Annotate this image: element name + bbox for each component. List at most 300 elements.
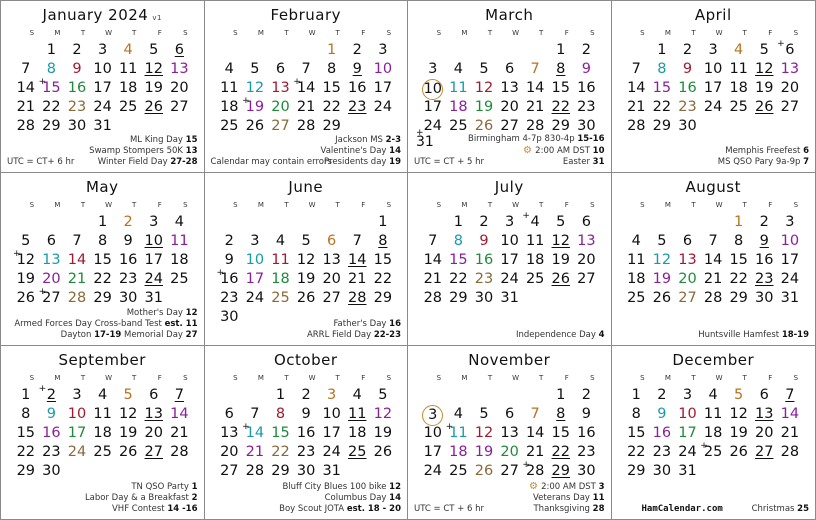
event-line: Huntsville Hamfest 18-19 [698, 330, 809, 340]
day-cell: 22 [16, 444, 36, 460]
brand-logo-text: HamCalendar.com [641, 504, 723, 514]
day-cell: 15 [373, 252, 393, 268]
day-cell: 17 [245, 271, 265, 287]
day-cell: 28 [348, 290, 367, 306]
day-cell: 28 [16, 118, 36, 134]
month-name: November [468, 351, 551, 369]
day-cell: + 14 [242, 424, 268, 443]
empty-cell [471, 41, 497, 60]
month-name: February [270, 6, 341, 24]
day-cell: 29 [373, 290, 393, 306]
day-cell: 24 [245, 290, 265, 306]
month-title [612, 178, 816, 196]
month-name: March [485, 6, 534, 24]
day-cell: 11 [449, 80, 468, 96]
day-cell: 24 [500, 271, 519, 287]
day-cell: 18 [348, 425, 367, 441]
month-name: May [85, 178, 119, 196]
version-label: v1 [152, 14, 162, 22]
day-cell: 17 [423, 444, 443, 460]
day-cell: 17 [423, 99, 443, 115]
weekday-label: F [768, 201, 773, 209]
day-cell: 4 [275, 233, 286, 249]
empty-cell [13, 41, 39, 60]
day-cell: 19 [16, 271, 36, 287]
day-cell: 18 [449, 99, 468, 115]
weekday-label: T [335, 374, 340, 382]
day-cell: 26 [551, 271, 570, 287]
day-cell: 17 [322, 425, 341, 441]
day-cell: 29 [652, 118, 672, 134]
weekday-label: S [183, 201, 188, 209]
weekday-label: F [361, 29, 366, 37]
month-october [205, 346, 409, 519]
weekday-label: S [29, 374, 35, 382]
day-cell: 31 [144, 290, 163, 306]
day-cell: 2 [657, 387, 667, 403]
day-cell: 20 [271, 99, 290, 115]
day-cell: 24 [703, 99, 723, 115]
day-cell: 18 [627, 271, 646, 287]
weekday-label: S [29, 29, 35, 37]
day-cell: 8 [734, 233, 744, 249]
events-list [468, 134, 605, 168]
day-cell: 12 [551, 233, 570, 249]
day-cell: 13 [220, 425, 239, 441]
event-line: Jackson MS 2-3 [335, 135, 401, 145]
day-cell: 15 [16, 425, 36, 441]
day-cell: 4 [97, 387, 108, 403]
weekday-header [426, 29, 611, 37]
day-cell: 22 [627, 444, 646, 460]
weekday-header [19, 374, 204, 382]
weekday-label: S [590, 374, 595, 382]
weekday-label: T [539, 29, 544, 37]
day-cell: 26 [755, 99, 774, 115]
day-cell: 7 [250, 406, 260, 422]
weekday-header [223, 201, 408, 209]
weekday-label: W [308, 29, 316, 37]
day-cell: 9 [46, 406, 56, 422]
day-grid [13, 41, 204, 136]
day-cell: 14 [423, 252, 443, 268]
day-cell: 2 [479, 214, 489, 230]
day-cell: 18 [703, 425, 723, 441]
day-cell: 3 [250, 233, 260, 249]
event-line: Dayton 17-19 Memorial Day 27 [60, 330, 198, 340]
event-line: Father's Day 16 [333, 319, 401, 329]
month-name: August [685, 178, 741, 196]
day-cell: + 6 [777, 41, 803, 60]
day-cell: 8 [453, 233, 463, 249]
day-cell: 16 [474, 252, 494, 268]
day-cell: 5 [479, 406, 489, 422]
month-title [408, 351, 611, 369]
weekday-label: S [386, 29, 392, 37]
day-cell: 23 [678, 99, 697, 115]
day-cell: 17 [144, 252, 163, 268]
weekday-label: S [640, 374, 645, 382]
weekday-label: S [233, 374, 238, 382]
day-cell: 31 [678, 463, 697, 479]
left-note: UTC = CT + 5 hr [414, 157, 485, 167]
events-list [89, 135, 197, 168]
day-cell: 10 [67, 406, 87, 422]
empty-cell [675, 213, 701, 232]
weekday-label: T [691, 29, 696, 37]
day-cell: 21 [170, 425, 189, 441]
day-cell: 7 [72, 233, 82, 249]
month-december [612, 346, 816, 519]
weekday-header [223, 374, 408, 382]
day-cell: 5 [21, 233, 31, 249]
day-cell: 23 [577, 444, 596, 460]
day-cell: 1 [275, 387, 286, 403]
day-cell: 15 [652, 80, 672, 96]
day-cell: 25 [170, 271, 189, 287]
event-line: Mother's Day 12 [126, 308, 198, 318]
day-cell: 3 [149, 214, 159, 230]
day-cell: 7 [428, 233, 438, 249]
day-cell: 19 [755, 80, 774, 96]
events-list [718, 146, 809, 168]
day-cell: 23 [67, 99, 87, 115]
day-cell: 24 [423, 463, 443, 479]
day-cell: + 11 [446, 424, 472, 443]
day-grid [217, 41, 408, 136]
day-cell: 10 [93, 61, 112, 77]
month-title [612, 351, 816, 369]
empty-cell [242, 386, 268, 405]
day-cell: 17 [780, 252, 800, 268]
day-cell: 2 [581, 42, 591, 58]
weekday-label: T [80, 29, 86, 37]
day-cell: 14 [67, 252, 87, 268]
day-cell: 27 [755, 444, 774, 460]
empty-cell [446, 41, 472, 60]
day-cell: 22 [42, 99, 61, 115]
day-cell: 19 [652, 271, 672, 287]
day-cell: 9 [581, 61, 591, 77]
weekday-label: M [257, 374, 264, 382]
event-line: Bluff City Blues 100 bike 12 [282, 482, 401, 492]
day-cell: + 25 [700, 443, 726, 462]
day-cell: + 2 [39, 386, 65, 405]
month-march [408, 1, 612, 173]
day-cell: 16 [118, 252, 138, 268]
dst-icon: ⚙ [523, 145, 536, 156]
weekday-label: T [284, 201, 289, 209]
day-cell: 27 [500, 118, 519, 134]
event-line: Armed Forces Day Cross-band Test est. 11 [14, 319, 198, 329]
event-line: Boy Scout JOTA est. 18 - 20 [279, 504, 401, 514]
month-april [612, 1, 816, 173]
day-cell: 18 [271, 271, 290, 287]
day-cell: 13 [144, 406, 163, 422]
event-line: Easter 31 [562, 157, 605, 167]
day-cell: 5 [301, 233, 311, 249]
empty-cell [64, 213, 90, 232]
day-cell: 6 [504, 406, 515, 422]
weekday-label: M [257, 29, 264, 37]
event-line: Thanksgiving 28 [533, 504, 605, 514]
day-cell: 20 [500, 444, 519, 460]
day-cell: 6 [149, 387, 159, 403]
day-cell: 11 [271, 252, 290, 268]
day-cell: 6 [327, 233, 337, 249]
day-cell: 1 [734, 214, 744, 230]
day-cell: 18 [118, 80, 138, 96]
event-line: ARRL Field Day 22-23 [306, 330, 401, 340]
weekday-label: T [132, 374, 137, 382]
events-list [752, 504, 809, 515]
day-cell: 22 [271, 444, 290, 460]
day-cell: 14 [780, 406, 800, 422]
empty-cell [13, 213, 39, 232]
weekday-header [426, 374, 611, 382]
day-cell: 7 [352, 233, 362, 249]
day-cell: 20 [678, 271, 697, 287]
day-cell: 3 [327, 387, 337, 403]
empty-cell [446, 386, 472, 405]
day-cell: 13 [780, 61, 800, 77]
day-cell: 20 [322, 271, 341, 287]
weekday-label: T [691, 374, 696, 382]
day-cell: 23 [220, 290, 239, 306]
day-cell: 2 [682, 42, 693, 58]
empty-cell [242, 41, 268, 60]
weekday-label: S [436, 374, 442, 382]
weekday-label: M [461, 29, 468, 37]
day-cell: 11 [93, 406, 112, 422]
weekday-label: W [715, 201, 723, 209]
day-cell: 21 [348, 271, 367, 287]
day-cell: 6 [224, 406, 234, 422]
day-cell: 11 [220, 80, 239, 96]
day-cell: 24 [144, 271, 163, 287]
weekday-label: F [157, 374, 162, 382]
event-line: Winter Field Day 27-28 [97, 157, 198, 167]
day-cell: 30 [652, 463, 672, 479]
day-cell: 29 [16, 463, 36, 479]
weekday-label: M [461, 201, 468, 209]
month-title [205, 6, 408, 24]
day-cell: 7 [530, 406, 540, 422]
day-cell: 22 [93, 271, 112, 287]
day-cell: 16 [67, 80, 87, 96]
day-cell: 20 [755, 425, 774, 441]
day-cell: 23 [42, 444, 61, 460]
empty-cell [217, 213, 243, 232]
day-cell: 11 [348, 406, 367, 422]
day-cell: 17 [67, 425, 87, 441]
day-cell: 31 [93, 118, 112, 134]
day-cell: 31 [322, 463, 341, 479]
day-cell: 14 [525, 425, 545, 441]
day-cell: 24 [423, 118, 443, 134]
day-cell: 3 [378, 42, 388, 58]
day-cell: 4 [708, 387, 718, 403]
day-cell: 6 [759, 387, 769, 403]
day-cell: 26 [245, 118, 265, 134]
day-cell: 7 [631, 61, 641, 77]
weekday-label: S [386, 374, 392, 382]
event-line: Birmingham 4-7p 830-4p 15-16 [467, 134, 605, 144]
day-cell: 4 [734, 42, 744, 58]
day-cell: 17 [373, 80, 393, 96]
weekday-label: M [54, 374, 61, 382]
empty-cell [624, 213, 650, 232]
day-cell: 13 [170, 61, 189, 77]
weekday-label: M [54, 29, 61, 37]
day-cell: 23 [296, 444, 316, 460]
day-cell: 26 [729, 444, 748, 460]
day-cell: 4 [453, 406, 463, 422]
day-cell: + 16 [217, 270, 243, 289]
day-cell: 8 [21, 406, 31, 422]
day-cell: 21 [16, 99, 36, 115]
day-cell: 18 [220, 99, 239, 115]
empty-cell [497, 386, 523, 405]
day-cell: 25 [627, 290, 646, 306]
day-cell: 30 [296, 463, 316, 479]
day-cell: 3 [682, 387, 693, 403]
day-cell: + 28 [522, 462, 548, 481]
day-cell: 13 [271, 80, 290, 96]
day-cell: 12 [245, 80, 265, 96]
day-cell: 30 [678, 118, 697, 134]
day-cell: 27 [577, 271, 596, 287]
day-grid [624, 386, 816, 481]
day-cell: 10 [678, 406, 697, 422]
day-cell: 16 [296, 425, 316, 441]
day-cell: 5 [479, 61, 489, 77]
day-cell: 29 [551, 118, 570, 134]
day-cell: 10 [245, 252, 265, 268]
day-cell: 18 [170, 252, 189, 268]
day-cell: 12 [474, 425, 494, 441]
day-cell: 25 [729, 99, 748, 115]
empty-cell [420, 213, 446, 232]
day-cell: 21 [296, 99, 316, 115]
event-line: Presidents day 19 [324, 157, 401, 167]
day-cell: 11 [627, 252, 646, 268]
day-cell: 2 [123, 214, 133, 230]
day-cell: 7 [21, 61, 31, 77]
day-cell: 21 [780, 425, 800, 441]
event-line: VHF Contest 14 -16 [111, 504, 198, 514]
weekday-label: S [183, 374, 188, 382]
day-cell: 1 [378, 214, 388, 230]
day-cell: + 19 [242, 98, 268, 117]
day-grid [13, 213, 204, 308]
day-cell: 8 [657, 61, 667, 77]
event-line: Veterans Day 11 [533, 493, 605, 503]
day-cell: 13 [755, 406, 774, 422]
day-cell: 12 [474, 80, 494, 96]
day-cell: 28 [627, 118, 646, 134]
day-cell: 7 [301, 61, 311, 77]
day-cell: 28 [525, 118, 545, 134]
day-cell: 21 [703, 271, 723, 287]
empty-cell [293, 41, 319, 60]
day-cell: 12 [755, 61, 774, 77]
day-cell: 10 [703, 61, 723, 77]
month-name: April [694, 6, 732, 24]
weekday-label: T [742, 374, 747, 382]
weekday-label: S [590, 201, 595, 209]
day-cell: 17 [678, 425, 697, 441]
events-list [279, 482, 401, 515]
day-cell: 26 [296, 290, 316, 306]
day-cell: 9 [682, 61, 693, 77]
empty-cell [242, 213, 268, 232]
event-line: Swamp Stompers 50K 13 [89, 146, 198, 156]
day-cell: 12 [373, 406, 393, 422]
month-name: October [273, 351, 338, 369]
day-cell: 27 [678, 290, 697, 306]
month-name: January 2024 [42, 6, 149, 24]
day-cell: 30 [118, 290, 138, 306]
weekday-label: S [793, 374, 799, 382]
weekday-label: F [768, 374, 773, 382]
day-cell: 4 [224, 61, 234, 77]
day-cell: 7 [530, 61, 540, 77]
weekday-label: S [233, 29, 238, 37]
events-list [307, 319, 401, 341]
day-cell: + 14 [293, 79, 319, 98]
day-cell: 4 [631, 233, 641, 249]
empty-cell [293, 213, 319, 232]
day-grid [217, 213, 408, 327]
weekday-label: W [512, 374, 520, 382]
day-cell: 21 [423, 271, 443, 287]
day-cell: 9 [759, 233, 769, 249]
day-cell: + 27 [39, 289, 65, 308]
month-title [205, 178, 408, 196]
day-cell: 3 [420, 405, 446, 424]
day-cell: 22 [652, 99, 672, 115]
day-cell: 8 [631, 406, 641, 422]
day-cell: 14 [525, 80, 545, 96]
day-cell: 27 [144, 444, 163, 460]
day-cell: 12 [144, 61, 163, 77]
day-cell: 16 [678, 80, 697, 96]
day-cell: 19 [551, 252, 570, 268]
weekday-label: T [539, 374, 544, 382]
day-cell: 18 [525, 252, 545, 268]
day-cell: 10 [144, 233, 163, 249]
weekday-label: S [436, 29, 442, 37]
weekday-label: F [564, 201, 569, 209]
empty-cell [344, 213, 370, 232]
day-cell: 13 [322, 252, 341, 268]
day-cell: 7 [785, 387, 795, 403]
day-cell: 21 [67, 271, 87, 287]
day-cell: 19 [474, 99, 494, 115]
day-cell: 12 [118, 406, 138, 422]
day-cell: 29 [322, 118, 341, 134]
weekday-header [19, 201, 204, 209]
dst-icon: ⚙ [528, 481, 542, 492]
weekday-label: W [512, 201, 520, 209]
weekday-label: W [105, 374, 113, 382]
left-note [642, 504, 723, 515]
day-cell: 14 [627, 80, 646, 96]
event-line: Christmas 25 [751, 504, 809, 514]
weekday-label: F [361, 374, 366, 382]
day-cell: 15 [322, 80, 341, 96]
